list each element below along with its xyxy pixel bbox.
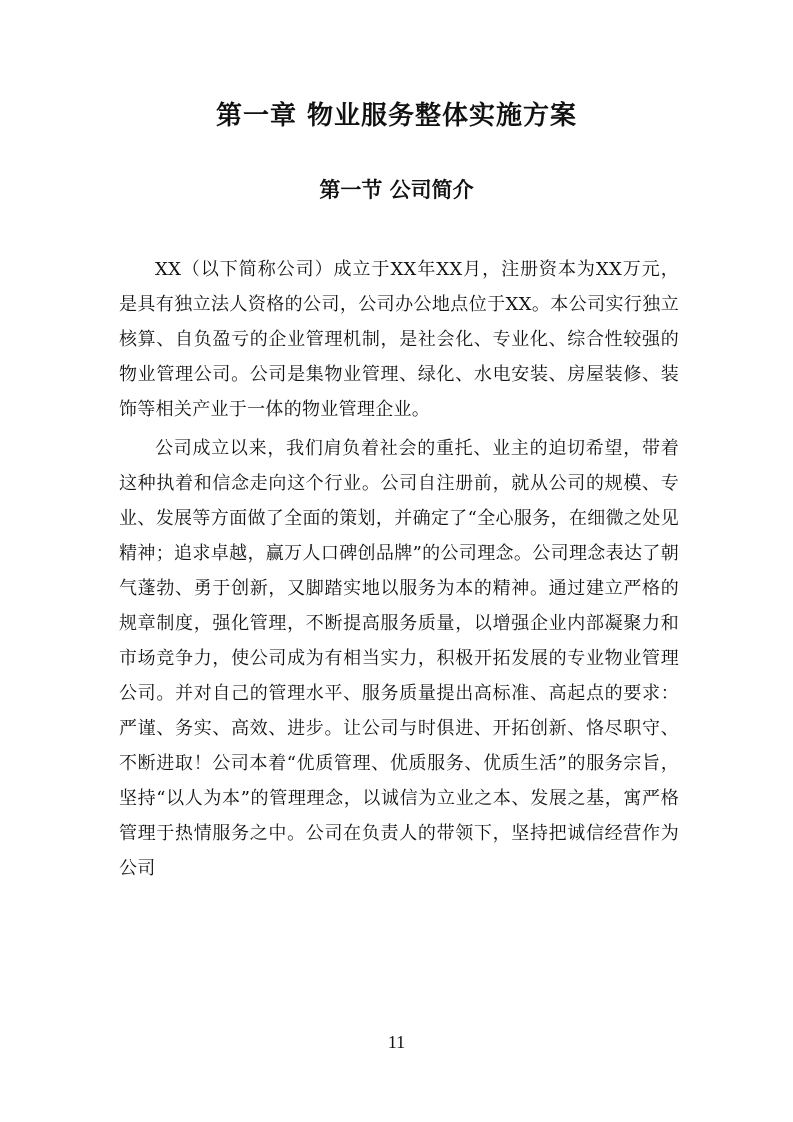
paragraph-company-philosophy: 公司成立以来，我们肩负着社会的重托、业主的迫切希望，带着这种执着和信念走向这个行业。公司自注册前，就从公司的规模、专业、发展等方面做了全面的策划，并确定了“全心服务，在细微之处见精神；追求卓越，赢万人口碑创品牌”的公司理念。公司理念表达了朝气蓬勃、勇于创新，又脚踏实地以服务为本的精神。通过建立严格的规章制度，强化管理，不断提高服务质量，以增强企业内部凝聚力和市场竞争力，使公司成为有相当实力，积极开拓发展的专业物业管理公司。并对自己的管理水平、服务质量提出高标准、高起点的要求：严谨、务实、高效、进步。让公司与时俱进、开拓创新、恪尽职守、不断进取！公司本着“优质管理、优质服务、优质生活”的服务宗旨，坚持“以人为本”的管理理念，以诚信为立业之本、发展之基，寓严格管理于热情服务之中。公司在负责人的带领下，坚持把诚信经营作为公司 xyxy=(119,438,679,879)
page-number: 11 xyxy=(387,1032,406,1052)
paragraph-company-overview: XX（以下简称公司）成立于XX年XX月，注册资本为XX万元，是具有独立法人资格的公司，公司办公地点位于XX。本公司实行独立核算、自负盈亏的企业管理机制，是社会化、专业化、综合性较强的物业管理公司。公司是集物业管理、绿化、水电安装、房屋装修、装饰等相关产业于一体的物业管理企业。 xyxy=(119,259,679,420)
section-title: 第一节 公司简介 xyxy=(319,178,474,202)
body-text xyxy=(119,252,679,886)
chapter-title: 第一章 物业服务整体实施方案 xyxy=(215,101,578,131)
